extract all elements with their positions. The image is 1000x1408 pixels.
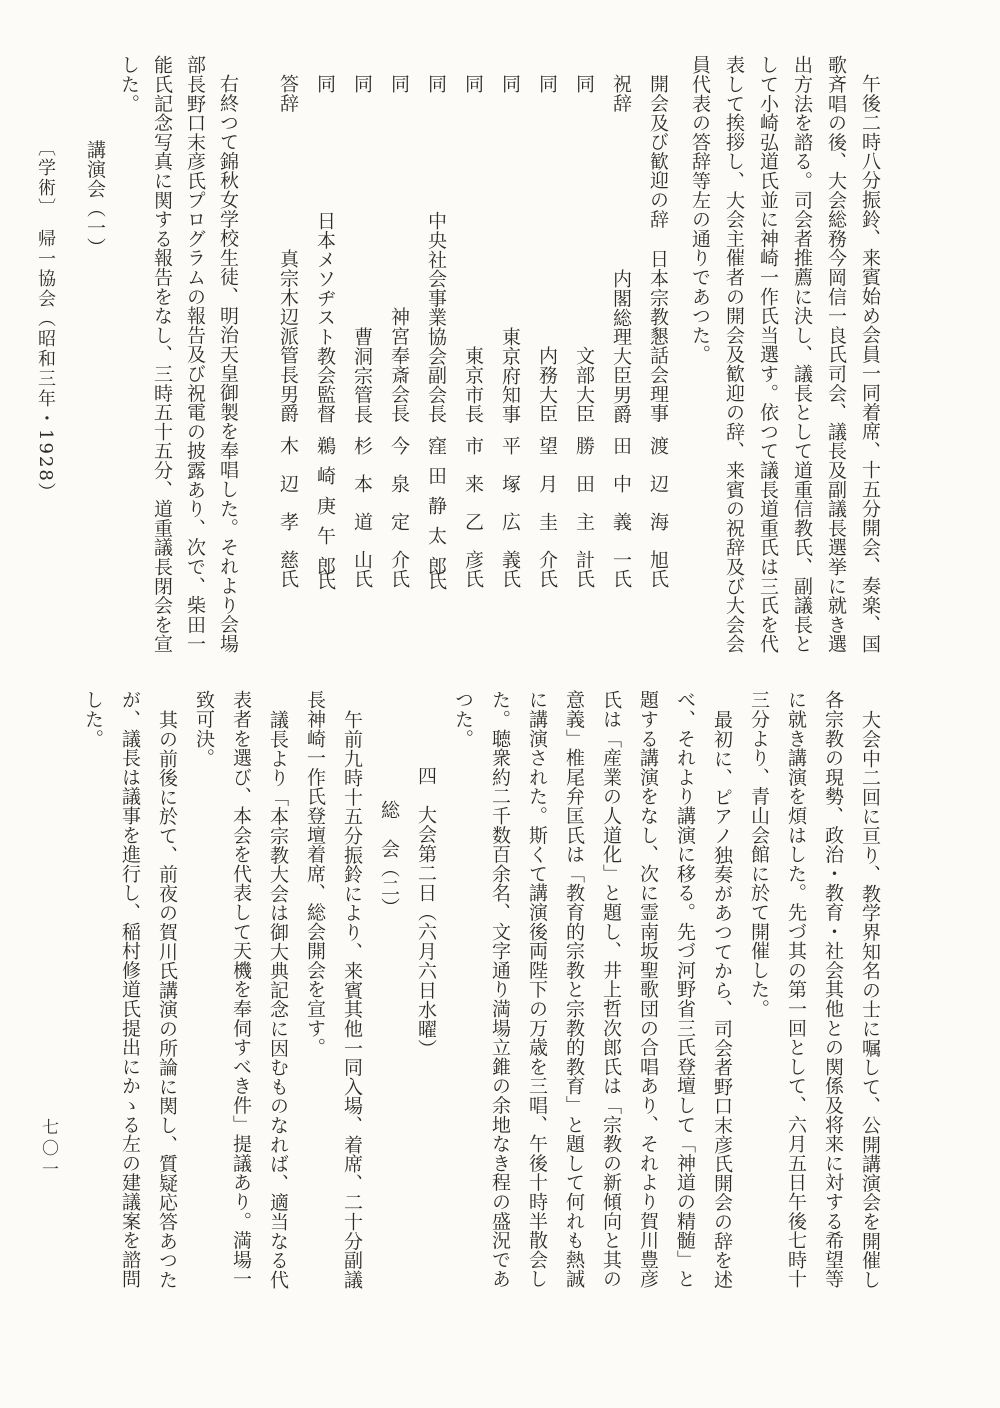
text-column: 歌斉唱の後、大会総務今岡信一良氏司会、議長及副議長選挙に就き選	[825, 55, 847, 654]
roster-name: 今 泉 定 介氏	[388, 436, 410, 588]
roster-entry	[574, 74, 594, 645]
roster-name: 鵜 崎 庚 午 郎氏	[314, 436, 336, 586]
roster-role: 日本宗教懇話会理事	[647, 249, 669, 423]
text-column: 意義」椎尾弁匡氏は「教育的宗教と宗教的教育」と題して何れも熱誠	[563, 690, 585, 1289]
roster-role: 東京府知事	[499, 326, 521, 423]
text-column: に講演された。斯くて講演後両陛下の万歳を三唱、午後十時半散会し	[526, 690, 548, 1289]
roster-role: 神宮奉斎会長	[388, 307, 410, 423]
roster-role: 内閣総理大臣男爵	[610, 268, 632, 423]
roster-name: 田 中 義 一氏	[610, 436, 632, 588]
roster-label: 祝辞	[610, 74, 632, 113]
text-column: 午前九時十五分振鈴により、来賓其他一同入場、着席、二十分副議	[341, 710, 363, 1289]
text-column: 三分より、青山会館に於て開催した。	[748, 690, 770, 1019]
roster-entry	[352, 74, 372, 645]
roster-label: 同	[388, 74, 410, 94]
text-column: 氏は「産業の人道化」と題し、井上哲次郎氏は「宗教の新傾向と其の	[600, 690, 622, 1289]
roster-name: 勝 田 主 計氏	[573, 436, 595, 588]
text-column: 表して挨拶し、大会主催者の開会及歓迎の辞、来賓の祝辞及び大会会	[723, 55, 745, 654]
text-column: 能氏記念写真に関する報告をなし、三時五十五分、道重議長閉会を宣	[151, 55, 173, 654]
roster-role: 曹洞宗管長	[351, 326, 373, 423]
roster-role: 内務大臣	[536, 345, 558, 423]
text-column: 部長野口末彦氏プログラムの報告及び祝電の披露あり、次で、柴田一	[184, 55, 206, 654]
text-column: 議長より「本宗教大会は御大典記念に因むものなれば、適当なる代	[267, 710, 289, 1289]
text-column: べ、それより講演に移る。先づ河野省三氏登壇して「神道の精髄」と	[674, 690, 696, 1289]
roster-role: 文部大臣	[573, 345, 595, 423]
roster-name: 杉 本 道 山氏	[351, 436, 373, 588]
roster-label: 同	[425, 74, 447, 94]
text-column: 大会中二回に亘り、教学界知名の士に嘱して、公開講演会を開催し	[859, 710, 881, 1289]
text-column: 致可決。	[193, 690, 215, 768]
roster-entry	[426, 74, 446, 645]
text-column: 右終つて錦秋女学校生徒、明治天皇御製を奉唱した。それより会場	[217, 74, 239, 653]
text-column: 出方法を諮る。司会者推薦に決し、議長として道重信教氏、副議長と	[791, 55, 813, 654]
text-column: 員代表の答辞等左の通りであつた。	[689, 55, 711, 364]
roster-role: 真宗木辺派管長男爵	[277, 249, 299, 423]
roster-entry	[463, 74, 483, 645]
roster-name: 市 来 乙 彦氏	[462, 436, 484, 588]
roster-role: 東京市長	[462, 345, 484, 423]
text-column: した。	[118, 55, 140, 113]
text-column: 最初に、ピアノ独奏があつてから、司会者野口末彦氏開会の辞を述	[711, 710, 733, 1289]
text-column: 長神崎一作氏登壇着席、総会開会を宣す。	[304, 690, 326, 1057]
roster-name: 望 月 圭 介氏	[536, 436, 558, 588]
roster-name: 窪 田 静 太 郎氏	[425, 436, 447, 586]
roster-entry	[278, 74, 298, 645]
roster-label: 同	[573, 74, 595, 94]
roster-label: 同	[499, 74, 521, 94]
roster-label: 同	[351, 74, 373, 94]
roster-label: 同	[462, 74, 484, 94]
roster-name: 平 塚 広 義氏	[499, 436, 521, 588]
lecture-heading: 講演会（一）	[84, 140, 106, 257]
roster-entry	[648, 74, 668, 645]
text-column: た。聴衆約二千数百余名、文字通り満場立錐の余地なき程の盛況であ	[489, 690, 511, 1289]
text-column: 表者を選び、本会を代表して天機を奉伺すべき件」提議あり。満場一	[230, 690, 252, 1289]
text-column: つた。	[452, 690, 474, 748]
roster-label: 同	[314, 74, 336, 94]
roster-label: 開会及び歓迎の辞	[647, 74, 669, 229]
text-column: 其の前後に於て、前夜の賀川氏講演の所論に関し、質疑応答あつた	[156, 710, 178, 1289]
text-column: 午後二時八分振鈴、来賓始め会員一同着席、十五分開会、奏楽、国	[859, 74, 881, 653]
roster-role: 日本メソヂスト教会監督	[314, 210, 336, 423]
text-column: した。	[82, 690, 104, 748]
text-column: 題する講演をなし、次に霊南坂聖歌団の合唱あり、それより賀川豊彦	[637, 690, 659, 1289]
text-column: 各宗教の現勢、政治・教育・社会其他との関係及将来に対する希望等	[822, 690, 844, 1289]
roster-role: 中央社会事業協会副会長	[425, 210, 447, 423]
roster-entry	[500, 74, 520, 645]
source-heading: 〔学術〕 帰一協会（昭和三年・1928）	[35, 138, 56, 503]
day2-heading: 四 大会第二日（六月六日水曜）	[415, 766, 437, 1059]
roster-entry	[611, 74, 631, 645]
roster-label: 同	[536, 74, 558, 94]
text-column: に就き講演を煩はした。先づ其の第一回として、六月五日午後七時十	[785, 690, 807, 1289]
text-column: が、議長は議事を進行し、稲村修道氏提出にかゝる左の建議案を諮問	[119, 690, 141, 1289]
roster-name: 渡 辺 海 旭氏	[647, 436, 669, 588]
roster-entry	[389, 74, 409, 645]
text-column: して小崎弘道氏並に神崎一作氏当選す。依つて議長道重氏は三氏を代	[757, 55, 779, 654]
roster-entry	[315, 74, 335, 645]
roster-entry	[537, 74, 557, 645]
page-number: 七〇一	[38, 1118, 58, 1181]
roster-name: 木 辺 孝 慈氏	[277, 436, 299, 588]
roster-label: 答辞	[277, 74, 299, 113]
general-meeting-heading: 総 会（二）	[378, 800, 400, 917]
